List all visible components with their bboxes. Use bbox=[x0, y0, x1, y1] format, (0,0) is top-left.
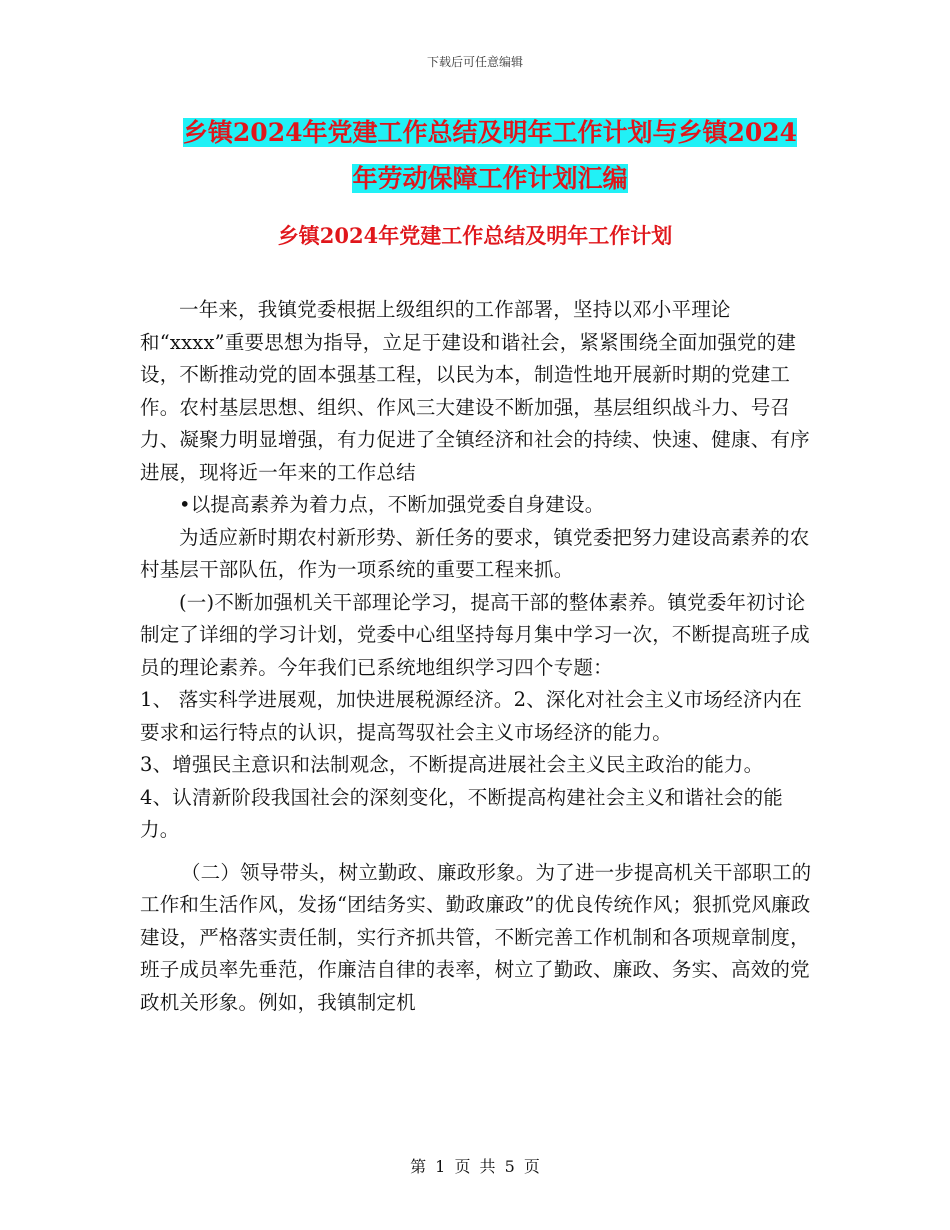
paragraph-cadre-team: 为适应新时期农村新形势、新任务的要求，镇党委把努力建设高素养的农村基层干部队伍，作为一项系统的重要工程来抓。 bbox=[140, 525, 810, 581]
paragraph-bullet-heading: •以提高素养为着力点，不断加强党委自身建设。 bbox=[179, 493, 605, 516]
page-number: 第 1 页 共 5 页 bbox=[410, 1157, 540, 1176]
header-note: 下载后可任意编辑 bbox=[426, 55, 523, 69]
paragraph-theory-study: (一)不断加强机关干部理论学习，提高干部的整体素养。镇党委年初讨论制定了详细的学习计划，党委中心组坚持每月集中学习一次，不断提高班子成员的理论素养。今年我们已系统地组织学习四个专题： bbox=[140, 590, 810, 679]
paragraph-topic-1-2: 1、 落实科学进展观，加快进展税源经济。2、深化对社会主义市场经济内在要求和运行特点的认识，提高驾驭社会主义市场经济的能力。 bbox=[140, 688, 803, 744]
paragraph-topic-4: 4、认清新阶段我国社会的深刻变化，不断提高构建社会主义和谐社会的能力。 bbox=[140, 785, 784, 841]
paragraph-intro: 一年来，我镇党委根据上级组织的工作部署，坚持以邓小平理论和“xxxx”重要思想为指导，立足于建设和谐社会，紧紧围绕全面加强党的建设，不断推动党的固本强基工程，以民为本，制造性地开展新时期的党建工作。农村基层思想、组织、作风三大建设不断加强，基层组织战斗力、号召力、凝聚力明显增强，有力促进了全镇经济和社会的持续、快速、健康、有序进展，现将近一年来的工作总结 bbox=[140, 298, 810, 484]
document-title-line-1: 乡镇2024年党建工作总结及明年工作计划与乡镇2024 bbox=[182, 118, 798, 147]
document-body bbox=[140, 294, 820, 1019]
paragraph-topic-3: 3、增强民主意识和法制观念，不断提高进展社会主义民主政治的能力。 bbox=[140, 753, 764, 776]
document-title bbox=[140, 110, 840, 202]
document-title-line-2: 年劳动保障工作计划汇编 bbox=[352, 164, 628, 193]
section-title: 乡镇2024年党建工作总结及明年工作计划 bbox=[277, 223, 673, 248]
paragraph-leadership: （二）领导带头，树立勤政、廉政形象。为了进一步提高机关干部职工的工作和生活作风，发扬“团结务实、勤政廉政”的优良传统作风；狠抓党风廉政建设，严格落实责任制，实行齐抓共管，不断完善工作机制和各项规章制度，班子成员率先垂范，作廉洁自律的表率，树立了勤政、廉政、务实、高效的党政机关形象。例如，我镇制定机 bbox=[140, 860, 812, 1014]
